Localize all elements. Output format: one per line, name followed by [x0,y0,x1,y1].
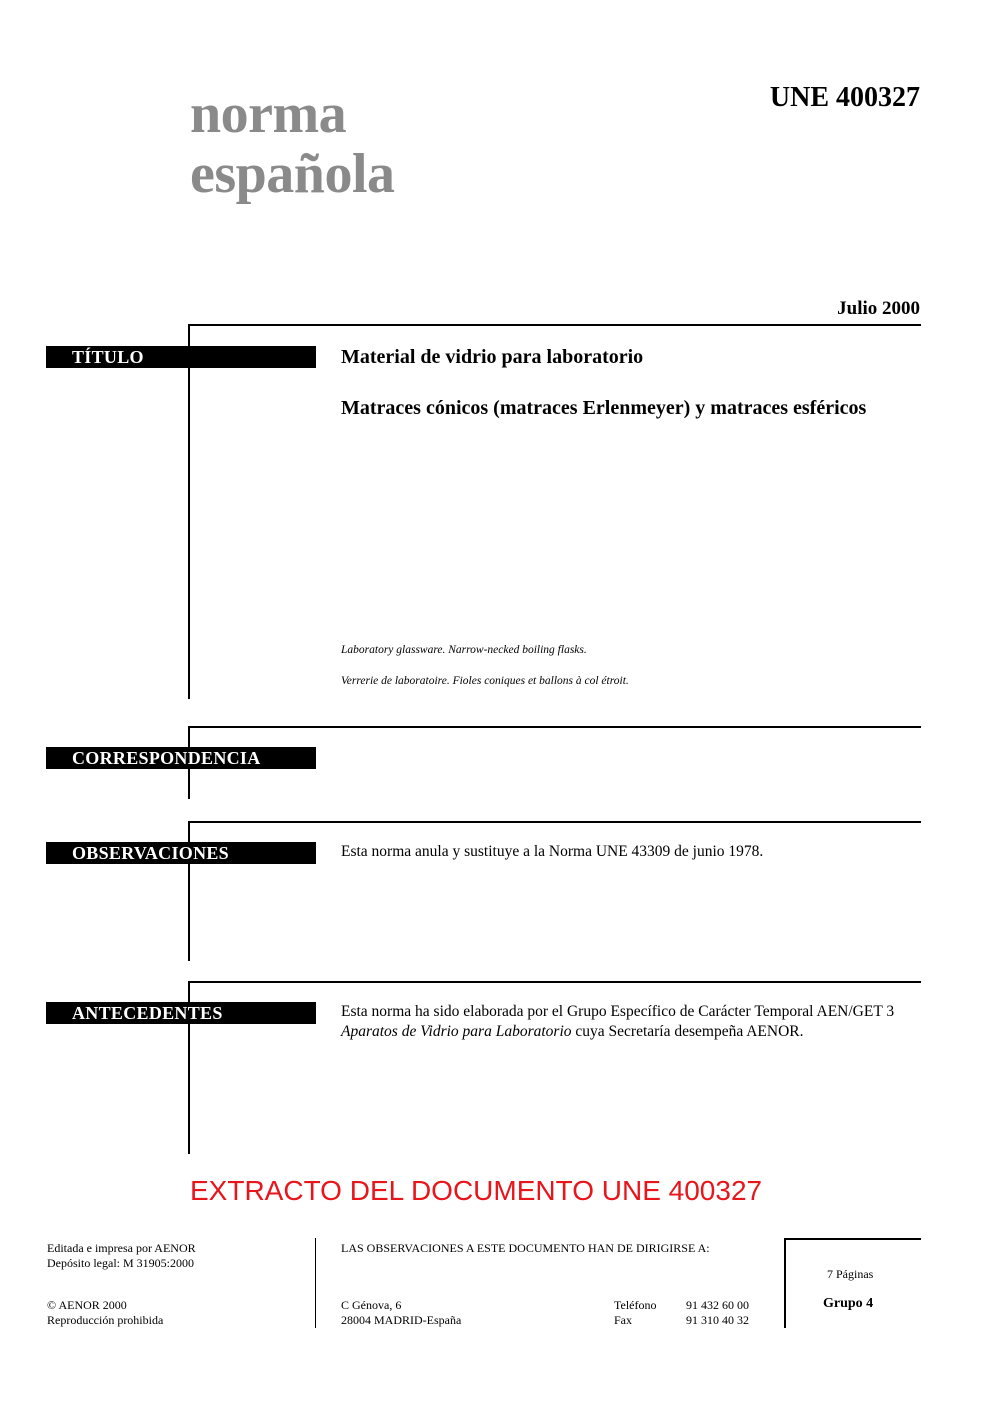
footer-box-top [784,1238,921,1240]
section-divider-correspondencia [188,726,921,728]
observaciones-text: Esta norma anula y sustituye a la Norma UNE 43309 de junio 1978. [341,843,764,860]
title-french: Verrerie de laboratoire. Fioles coniques et ballons à col étroit. [341,675,629,687]
footer-fax-label: Fax [614,1313,632,1327]
footer-fax-value: 91 310 40 32 [686,1313,749,1327]
section-vertical-rule-titulo [188,324,190,699]
footer-phone-value: 91 432 60 00 [686,1298,749,1312]
section-divider-titulo [188,324,921,326]
label-observaciones: OBSERVACIONES [46,842,316,864]
footer-edited: Editada e impresa por AENOR [47,1241,196,1255]
brand-line-norma: norma [190,83,347,145]
antecedentes-line2-rest: cuya Secretaría desempeña AENOR. [571,1023,804,1040]
footer-phone-label: Teléfono [614,1298,657,1312]
publication-date: Julio 2000 [837,298,920,319]
antecedentes-text [341,1002,926,1042]
footer-box-left [784,1238,786,1328]
section-divider-observaciones [188,821,921,823]
brand-line-espanola: española [190,143,395,205]
label-titulo: TÍTULO [46,346,316,368]
title-english: Laboratory glassware. Narrow-necked boiling flasks. [341,644,587,656]
footer-pages: 7 Páginas [827,1267,874,1281]
footer-reproduction: Reproducción prohibida [47,1313,164,1327]
footer-observations-heading: LAS OBSERVACIONES A ESTE DOCUMENTO HAN DE DIRIGIRSE A: [341,1241,710,1255]
antecedentes-line2 [341,1022,926,1042]
antecedentes-line1: Esta norma ha sido elaborada por el Grupo Específico de Carácter Temporal AEN/GET 3 [341,1003,895,1020]
extract-watermark: EXTRACTO DEL DOCUMENTO UNE 400327 [190,1175,763,1206]
title-spanish: Material de vidrio para laboratorio [341,346,644,368]
footer-deposit: Depósito legal: M 31905:2000 [47,1256,194,1270]
committee-name: Aparatos de Vidrio para Laboratorio [341,1023,572,1040]
footer-group: Grupo 4 [823,1296,874,1311]
subtitle-spanish: Matraces cónicos (matraces Erlenmeyer) y matraces esféricos [341,397,867,419]
footer-address-line1: C Génova, 6 [341,1298,402,1312]
standard-number: UNE 400327 [769,82,920,113]
footer-address-line2: 28004 MADRID-España [341,1313,462,1327]
section-divider-antecedentes [188,981,921,983]
footer-copyright: © AENOR 2000 [47,1298,127,1312]
label-antecedentes: ANTECEDENTES [46,1002,316,1024]
label-correspondencia: CORRESPONDENCIA [46,747,316,769]
footer-divider-left [315,1238,316,1328]
